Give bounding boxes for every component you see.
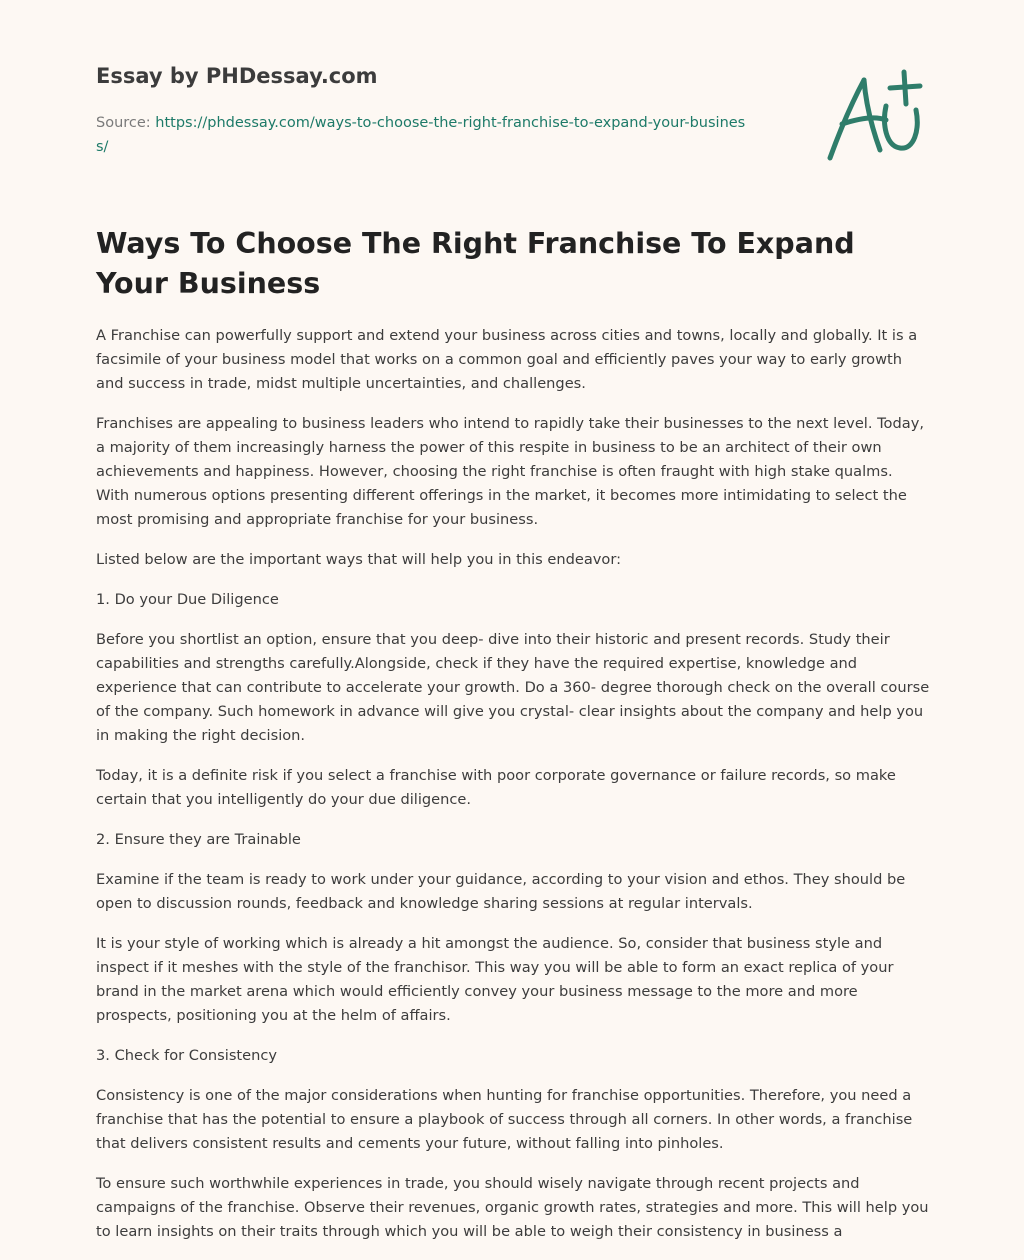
paragraph: A Franchise can powerfully support and extend your business across cities and towns, locally and globally. It is a facsimile of your business model that works on a common goal and efficiently paves your way to early growth and success in trade, midst multiple uncertainties, and challenges. xyxy=(96,327,918,392)
paragraph: Before you shortlist an option, ensure that you deep- dive into their historic and present records. Study their capabilities and strengths carefully.Alongside, check if they have the required expertise, knowledge and experience that can contribute to accelerate your growth. Do a 360- degree thorough check on the overall course of the company. Such homework in advance will give you crystal- clear insights about the company and help you in making the right decision. xyxy=(96,631,930,744)
source-label: Source: xyxy=(96,115,156,131)
article-body xyxy=(96,324,930,1260)
paragraph: Examine if the team is ready to work under your guidance, according to your vision and ethos. They should be open to discussion rounds, feedback and knowledge sharing sessions at regular intervals. xyxy=(96,871,906,912)
source-line xyxy=(96,111,756,159)
section-heading: 2. Ensure they are Trainable xyxy=(96,831,301,848)
source-link[interactable]: https://phdessay.com/ways-to-choose-the-right-franchise-to-expand-your-business/ xyxy=(96,115,746,155)
paragraph: To ensure such worthwhile experiences in trade, you should wisely navigate through recent projects and campaigns of the franchise. Observe their revenues, organic growth rates, strategies and more. This will help you to learn insights on their traits through which you will be able to weigh their consistency in business a xyxy=(96,1175,929,1240)
article-title: Ways To Choose The Right Franchise To Expand Your Business xyxy=(96,227,855,300)
site-brand: Essay by PHDessay.com xyxy=(96,64,378,88)
paragraph: Consistency is one of the major considerations when hunting for franchise opportunities. Therefore, you need a franchise that has the potential to ensure a playbook of success through all corners. In other words, a franchise that delivers consistent results and cements your future, without falling into pinholes. xyxy=(96,1087,913,1152)
paragraph: Today, it is a definite risk if you select a franchise with poor corporate governance or failure records, so make certain that you intelligently do your due diligence. xyxy=(96,767,896,808)
section-heading: 3. Check for Consistency xyxy=(96,1047,278,1064)
paragraph: It is your style of working which is already a hit amongst the audience. So, consider that business style and inspect if it meshes with the style of the franchisor. This way you will be able to form an exact replica of your brand in the market arena which would efficiently convey your business message to the more and more prospects, positioning you at the helm of affairs. xyxy=(96,935,894,1024)
section-heading: 1. Do your Due Diligence xyxy=(96,591,279,608)
paragraph: Franchises are appealing to business leaders who intend to rapidly take their businesses to the next level. Today, a majority of them increasingly harness the power of this respite in business to be an architect of their own achievements and happiness. However, choosing the right franchise is often fraught with high stake qualms. With numerous options presenting different offerings in the market, it becomes more intimidating to select the most promising and appropriate franchise for your business. xyxy=(96,415,924,528)
paragraph: Listed below are the important ways that will help you in this endeavor: xyxy=(96,551,622,568)
a-plus-grade-icon xyxy=(820,66,930,166)
